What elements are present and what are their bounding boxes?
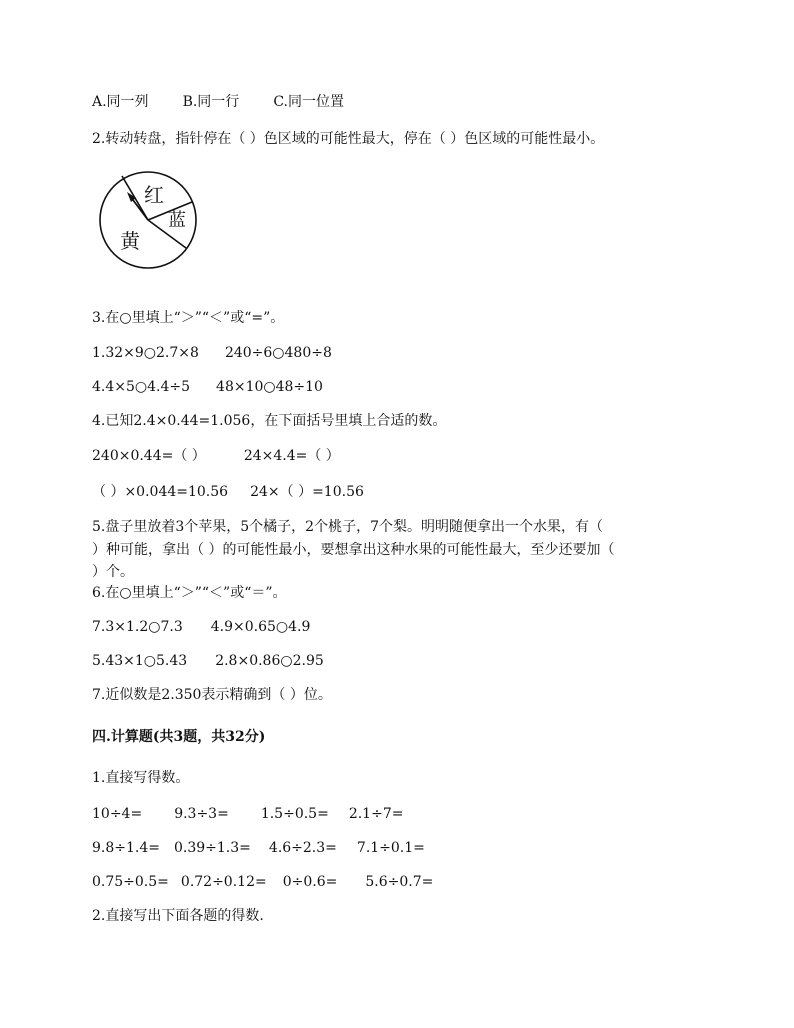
- q4-row1-b: 24×4.4=（ ）: [243, 448, 340, 464]
- q5-line1: 5.盘子里放着3个苹果，5个橘子，2个桃子，7个梨。明明随便拿出一个水果，有（: [92, 519, 603, 535]
- q4-row2-a: （ ）×0.044=10.56: [92, 484, 229, 500]
- s4-q1-row1-item: 9.3÷3=: [174, 806, 229, 822]
- q1-option-c: C.同一位置: [273, 94, 344, 110]
- s4-q1-row3-item: 5.6÷0.7=: [365, 874, 434, 890]
- q5-line3: ）个。: [92, 564, 134, 580]
- q6-row2-b: 2.8×0.86○2.95: [215, 653, 324, 669]
- s4-q1-row2-item: 9.8÷1.4=: [92, 840, 160, 856]
- spinner-diagram: [96, 168, 200, 272]
- q6-row2-a: 5.43×1○5.43: [92, 653, 188, 669]
- q7-text: 7.近似数是2.350表示精确到（ ）位。: [92, 687, 332, 703]
- q4-row1-a: 240×0.44=（ ）: [92, 448, 206, 464]
- section4-title: 四.计算题(共3题，共32分): [92, 729, 266, 745]
- s4-q1-row1-item: 2.1÷7=: [348, 806, 404, 822]
- s4-q1-row3-item: 0.75÷0.5=: [92, 874, 169, 890]
- s4-q1-row2-item: 0.39÷1.3=: [174, 840, 251, 856]
- s4-q1-row3: [92, 872, 433, 892]
- s4-q1-row1: [92, 804, 403, 824]
- s4-q1-row3-item: 0÷0.6=: [282, 874, 338, 890]
- q2-text: 2.转动转盘，指针停在（ ）色区域的可能性最大，停在（ ）色区域的可能性最小。: [92, 131, 605, 147]
- q4-row1: [92, 446, 340, 466]
- s4-q1-text: 1.直接写得数。: [92, 770, 190, 786]
- q6-row1-b: 4.9×0.65○4.9: [210, 619, 311, 635]
- q3-text: 3.在○里填上“＞”“＜”或“=”。: [92, 310, 285, 326]
- q3-row2-a: 4.4×5○4.4÷5: [92, 379, 191, 395]
- q3-row1-a: 1.32×9○2.7×8: [92, 345, 199, 361]
- q1-option-a: A.同一列: [92, 94, 149, 110]
- q6-row2: [92, 651, 324, 671]
- q4-row2: [92, 482, 364, 502]
- s4-q1-row1-item: 1.5÷0.5=: [260, 806, 329, 822]
- q6-row1: [92, 617, 310, 637]
- q3-row2-b: 48×10○48÷10: [216, 379, 323, 395]
- spinner-label-yellow: 黄: [120, 229, 140, 253]
- s4-q2-text: 2.直接写出下面各题的得数.: [92, 908, 264, 924]
- q3-row1: [92, 343, 332, 363]
- q6-text: 6.在○里填上“＞”“＜”或“＝”。: [92, 585, 287, 601]
- s4-q1-row2-item: 4.6÷2.3=: [268, 840, 337, 856]
- q1-option-b: B.同一行: [182, 94, 240, 110]
- q3-row1-b: 240÷6○480÷8: [224, 345, 332, 361]
- s4-q1-row1-item: 10÷4=: [92, 806, 143, 822]
- spinner-label-red: 红: [144, 183, 164, 207]
- spinner-label-blue: 蓝: [168, 210, 186, 231]
- q6-row1-a: 7.3×1.2○7.3: [92, 619, 183, 635]
- s4-q1-row2: [92, 838, 425, 858]
- q3-row2: [92, 377, 323, 397]
- q4-row2-b: 24×（ ）=10.56: [250, 484, 364, 500]
- q4-text: 4.已知2.4×0.44=1.056，在下面括号里填上合适的数。: [92, 413, 447, 429]
- q5-line2: ）种可能，拿出（ ）的可能性最小，要想拿出这种水果的可能性最大，至少还要加（: [92, 542, 615, 558]
- s4-q1-row2-item: 7.1÷0.1=: [356, 840, 425, 856]
- q1-options: [92, 92, 344, 112]
- s4-q1-row3-item: 0.72÷0.12=: [180, 874, 267, 890]
